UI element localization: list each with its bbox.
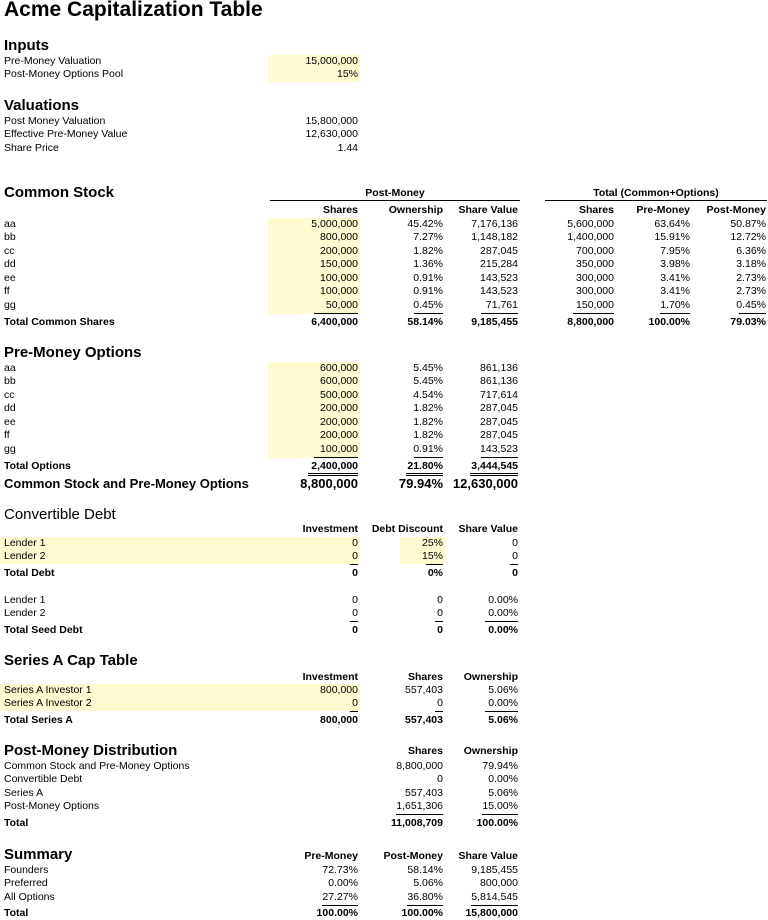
col-header: Debt Discount — [371, 523, 443, 535]
total-label: Total Series A — [4, 714, 73, 726]
subtotal-rule — [435, 621, 443, 622]
valuation-value: 12,630,000 — [305, 128, 358, 140]
shares-cell: 0 — [437, 773, 443, 785]
ownership-cell: 45.42% — [407, 218, 443, 230]
post-money-cell: 6.36% — [736, 245, 766, 257]
pre-money-cell: 15.91% — [654, 231, 690, 243]
options-cell[interactable]: 100,000 — [320, 443, 358, 455]
ownership-cell: 0.91% — [413, 272, 443, 284]
col-header: Shares — [578, 204, 614, 216]
total-rule — [406, 473, 443, 474]
options-cell[interactable]: 600,000 — [320, 375, 358, 387]
holder-name: gg — [4, 299, 16, 311]
subtotal-rule — [573, 313, 614, 314]
ownership-cell: 0.91% — [413, 443, 443, 455]
holder-name: bb — [4, 375, 16, 387]
share-value-cell: 143,523 — [480, 443, 518, 455]
shares-cell: 0 — [437, 697, 443, 709]
share-value-cell: 0 — [512, 550, 518, 562]
ownership-cell: 5.06% — [488, 787, 518, 799]
total-cell: 2,400,000 — [311, 460, 358, 472]
series-a-heading: Series A Cap Table — [4, 652, 138, 669]
summary-heading: Summary — [4, 846, 73, 863]
investment-cell[interactable]: 800,000 — [320, 684, 358, 696]
total-shares-cell: 150,000 — [576, 299, 614, 311]
ownership-cell: 5.06% — [488, 684, 518, 696]
subtotal-rule — [407, 905, 443, 906]
pre-money-cell: 3.41% — [660, 272, 690, 284]
share-value-cell: 287,045 — [480, 245, 518, 257]
options-cell[interactable]: 500,000 — [320, 389, 358, 401]
shares-cell[interactable]: 100,000 — [320, 272, 358, 284]
subtotal-rule — [485, 711, 518, 712]
input-cell[interactable]: 15% — [336, 68, 358, 80]
discount-cell[interactable]: 15% — [421, 550, 443, 562]
share-value-cell: 215,284 — [480, 258, 518, 270]
subtotal-rule — [350, 621, 358, 622]
total-shares-cell: 300,000 — [576, 272, 614, 284]
investment-cell[interactable]: 0 — [352, 537, 358, 549]
total-cell: 800,000 — [320, 714, 358, 726]
pre-money-cell: 72.73% — [322, 864, 358, 876]
ownership-cell: 0.45% — [413, 299, 443, 311]
post-money-cell: 50.87% — [730, 218, 766, 230]
total-cell: 100.00% — [648, 316, 690, 328]
shares-cell: 8,800,000 — [396, 760, 443, 772]
holder-name: cc — [4, 389, 15, 401]
lender-name: Lender 2 — [4, 607, 46, 619]
ownership-cell: 1.36% — [413, 258, 443, 270]
summary-label: Preferred — [4, 877, 48, 889]
ownership-cell: 1.82% — [413, 402, 443, 414]
pre-money-cell: 3.98% — [660, 258, 690, 270]
col-header: Share Value — [458, 523, 518, 535]
grand-total-cell: 8,800,000 — [300, 476, 358, 491]
total-cell: 15,800,000 — [465, 907, 518, 919]
total-shares-cell: 350,000 — [576, 258, 614, 270]
subtotal-rule — [435, 711, 443, 712]
total-shares-cell: 300,000 — [576, 285, 614, 297]
seed-cell: 0.00% — [488, 607, 518, 619]
shares-cell[interactable]: 800,000 — [320, 231, 358, 243]
total-cell: 5.06% — [488, 714, 518, 726]
subtotal-rule — [414, 457, 443, 458]
distribution-label: Convertible Debt — [4, 773, 83, 785]
total-cell: 3,444,545 — [471, 460, 518, 472]
total-label: Total Common Shares — [4, 316, 115, 328]
share-value-cell: 287,045 — [480, 416, 518, 428]
distribution-label: Post-Money Options — [4, 800, 100, 812]
total-cell: 8,800,000 — [567, 316, 614, 328]
post-money-cell: 2.73% — [736, 272, 766, 284]
shares-cell: 557,403 — [405, 787, 443, 799]
col-header: Ownership — [463, 671, 518, 683]
common-heading: Common Stock — [4, 184, 115, 201]
total-cell: 100.00% — [401, 907, 443, 919]
ownership-cell: 5.45% — [413, 375, 443, 387]
col-header: Pre-Money — [636, 204, 690, 216]
ownership-cell: 4.54% — [413, 389, 443, 401]
pre-money-cell: 1.70% — [660, 299, 690, 311]
share-value-cell: 861,136 — [480, 362, 518, 374]
holder-name: aa — [4, 362, 16, 374]
holder-name: ff — [4, 285, 10, 297]
shares-cell[interactable]: 150,000 — [320, 258, 358, 270]
grand-total-label: Common Stock and Pre-Money Options — [4, 476, 249, 491]
share-value-cell: 71,761 — [485, 299, 518, 311]
ownership-cell: 0.00% — [488, 697, 518, 709]
valuations-heading: Valuations — [4, 97, 80, 114]
shares-cell[interactable]: 5,000,000 — [311, 218, 358, 230]
total-label: Total — [4, 907, 29, 919]
distribution-label: Common Stock and Pre-Money Options — [4, 760, 190, 772]
seed-cell: 0 — [437, 594, 443, 606]
subtotal-rule — [481, 313, 518, 314]
lender-name[interactable]: Lender 1 — [4, 537, 46, 549]
col-header: Post-Money — [706, 204, 766, 216]
holder-name: gg — [4, 443, 16, 455]
group-underline — [270, 200, 520, 201]
holder-name: dd — [4, 402, 16, 414]
total-cell: 9,185,455 — [471, 316, 518, 328]
distribution-label: Series A — [4, 787, 44, 799]
share-value-cell: 861,136 — [480, 375, 518, 387]
total-cell: 11,008,709 — [391, 817, 443, 829]
share-value-cell: 717,614 — [480, 389, 518, 401]
investment-cell[interactable]: 0 — [352, 697, 358, 709]
post-money-cell: 5.06% — [413, 877, 443, 889]
col-header: Pre-Money — [304, 850, 358, 862]
post-money-group-header: Post-Money — [365, 187, 425, 199]
col-header: Shares — [322, 204, 358, 216]
col-header: Ownership — [388, 204, 443, 216]
seed-cell: 0.00% — [488, 594, 518, 606]
share-value-cell: 0 — [512, 537, 518, 549]
total-shares-cell: 700,000 — [576, 245, 614, 257]
ownership-cell: 7.27% — [413, 231, 443, 243]
share-value-cell: 5,814,545 — [471, 891, 518, 903]
group-underline — [545, 200, 767, 201]
col-header: Investment — [302, 523, 358, 535]
ownership-cell: 0.00% — [488, 773, 518, 785]
subtotal-rule — [350, 564, 358, 565]
lender-name: Lender 1 — [4, 594, 46, 606]
total-cell: 100.00% — [316, 907, 358, 919]
post-money-cell: 12.72% — [730, 231, 766, 243]
holder-name: ee — [4, 416, 16, 428]
holder-name: ff — [4, 429, 10, 441]
share-value-cell: 287,045 — [480, 402, 518, 414]
subtotal-rule — [322, 905, 358, 906]
total-label: Total — [4, 817, 29, 829]
options-cell[interactable]: 200,000 — [320, 429, 358, 441]
total-label: Total Debt — [4, 567, 55, 579]
distribution-heading: Post-Money Distribution — [4, 742, 178, 759]
summary-label: Founders — [4, 864, 49, 876]
pre-money-cell: 63.64% — [654, 218, 690, 230]
pre-money-cell: 7.95% — [660, 245, 690, 257]
total-cell: 0 — [512, 567, 518, 579]
ownership-cell: 0.91% — [413, 285, 443, 297]
input-label: Pre-Money Valuation — [4, 55, 102, 67]
options-cell[interactable]: 600,000 — [320, 362, 358, 374]
valuation-label: Share Price — [4, 142, 59, 154]
share-value-cell: 287,045 — [480, 429, 518, 441]
pre-money-cell: 3.41% — [660, 285, 690, 297]
total-label: Total Seed Debt — [4, 624, 83, 636]
subtotal-rule — [739, 313, 766, 314]
subtotal-rule — [396, 814, 443, 815]
lender-name[interactable]: Lender 2 — [4, 550, 46, 562]
valuation-value: 1.44 — [337, 142, 358, 154]
col-header: Share Value — [458, 204, 518, 216]
subtotal-rule — [482, 814, 518, 815]
subtotal-rule — [314, 457, 358, 458]
shares-cell[interactable]: 100,000 — [320, 285, 358, 297]
holder-name: cc — [4, 245, 15, 257]
total-cell: 0 — [352, 567, 358, 579]
ownership-cell: 1.82% — [413, 245, 443, 257]
ownership-cell: 1.82% — [413, 429, 443, 441]
share-value-cell: 800,000 — [480, 877, 518, 889]
total-cell: 79.03% — [730, 316, 766, 328]
total-cell: 0 — [352, 624, 358, 636]
col-header: Post-Money — [383, 850, 443, 862]
ownership-cell: 1.82% — [413, 416, 443, 428]
investor-name[interactable]: Series A Investor 2 — [4, 697, 92, 709]
shares-cell[interactable]: 200,000 — [320, 245, 358, 257]
grand-total-cell: 12,630,000 — [452, 476, 518, 491]
summary-label: All Options — [4, 891, 55, 903]
col-header: Ownership — [463, 745, 518, 757]
ownership-cell: 15.00% — [482, 800, 518, 812]
discount-cell[interactable]: 25% — [421, 537, 443, 549]
shares-cell: 1,651,306 — [396, 800, 443, 812]
col-header: Investment — [302, 671, 358, 683]
holder-name: bb — [4, 231, 16, 243]
subtotal-rule — [485, 621, 518, 622]
grand-total-cell: 79.94% — [398, 476, 443, 491]
subtotal-rule — [314, 313, 358, 314]
holder-name: dd — [4, 258, 16, 270]
options-heading: Pre-Money Options — [4, 344, 142, 361]
share-value-cell: 143,523 — [480, 285, 518, 297]
pre-money-cell: 27.27% — [322, 891, 358, 903]
total-cell: 557,403 — [405, 714, 443, 726]
col-header: Shares — [407, 745, 443, 757]
total-shares-cell: 1,400,000 — [567, 231, 614, 243]
total-rule — [308, 473, 358, 474]
valuation-label: Effective Pre-Money Value — [4, 128, 128, 140]
valuation-label: Post Money Valuation — [4, 115, 106, 127]
total-cell: 0% — [427, 567, 443, 579]
input-cell[interactable]: 15,000,000 — [305, 55, 358, 67]
total-cell: 0 — [437, 624, 443, 636]
seed-cell: 0 — [352, 607, 358, 619]
subtotal-rule — [510, 564, 518, 565]
input-label: Post-Money Options Pool — [4, 68, 124, 80]
total-cell: 21.80% — [407, 460, 443, 472]
share-value-cell: 7,176,136 — [471, 218, 518, 230]
post-money-cell: 3.18% — [736, 258, 766, 270]
subtotal-rule — [350, 711, 358, 712]
share-value-cell: 9,185,455 — [471, 864, 518, 876]
inputs-heading: Inputs — [4, 37, 49, 54]
options-cell[interactable]: 200,000 — [320, 416, 358, 428]
post-money-cell: 58.14% — [407, 864, 443, 876]
share-value-cell: 143,523 — [480, 272, 518, 284]
post-money-cell: 0.45% — [736, 299, 766, 311]
total-cell: 58.14% — [407, 316, 443, 328]
investment-cell[interactable]: 0 — [352, 550, 358, 562]
total-label: Total Options — [4, 460, 71, 472]
total-rule — [470, 473, 518, 474]
valuation-value: 15,800,000 — [305, 115, 358, 127]
seed-cell: 0 — [437, 607, 443, 619]
holder-name: ee — [4, 272, 16, 284]
share-value-cell: 1,148,182 — [471, 231, 518, 243]
total-group-header: Total (Common+Options) — [593, 187, 719, 199]
holder-name: aa — [4, 218, 16, 230]
page-title: Acme Capitalization Table — [4, 0, 263, 21]
col-header: Share Value — [458, 850, 518, 862]
options-cell[interactable]: 200,000 — [320, 402, 358, 414]
shares-cell: 557,403 — [405, 684, 443, 696]
debt-heading: Convertible Debt — [4, 506, 116, 523]
post-money-cell: 36.80% — [407, 891, 443, 903]
subtotal-rule — [481, 457, 518, 458]
ownership-cell: 5.45% — [413, 362, 443, 374]
investor-name[interactable]: Series A Investor 1 — [4, 684, 92, 696]
subtotal-rule — [414, 313, 443, 314]
total-shares-cell: 5,600,000 — [567, 218, 614, 230]
total-cell: 0.00% — [488, 624, 518, 636]
shares-cell[interactable]: 50,000 — [325, 299, 358, 311]
total-cell: 6,400,000 — [311, 316, 358, 328]
subtotal-rule — [660, 313, 690, 314]
subtotal-rule — [471, 905, 518, 906]
total-cell: 100.00% — [476, 817, 518, 829]
post-money-cell: 2.73% — [736, 285, 766, 297]
ownership-cell: 79.94% — [482, 760, 518, 772]
seed-cell: 0 — [352, 594, 358, 606]
subtotal-rule — [426, 564, 443, 565]
pre-money-cell: 0.00% — [328, 877, 358, 889]
col-header: Shares — [407, 671, 443, 683]
